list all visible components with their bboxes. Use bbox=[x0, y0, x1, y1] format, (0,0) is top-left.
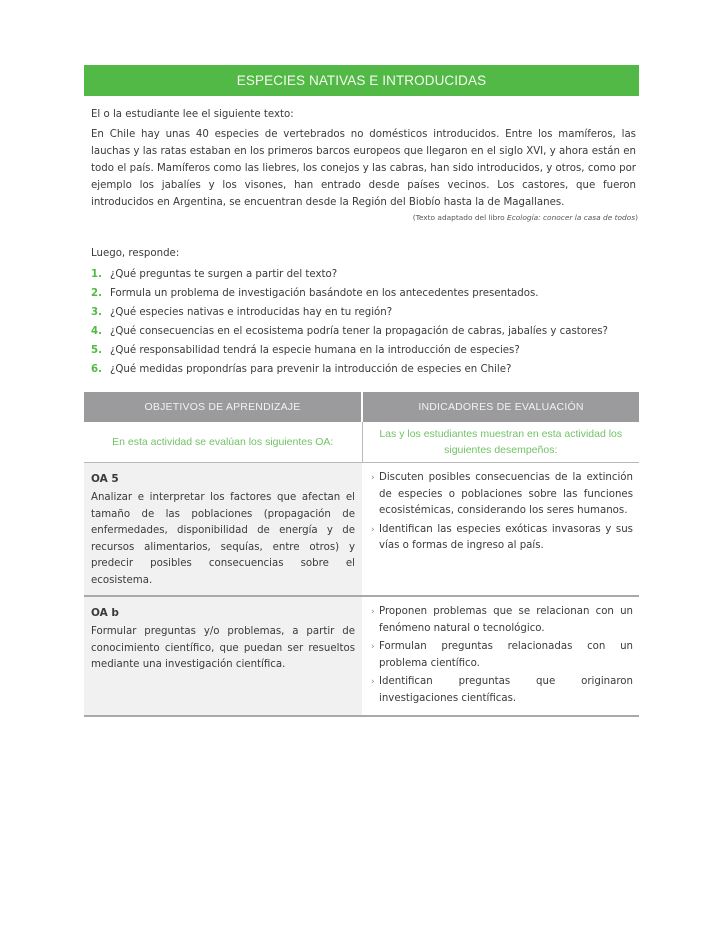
objective-cell bbox=[84, 463, 362, 597]
indicator-text: Identifican preguntas que originaron investigaciones científicas. bbox=[379, 676, 633, 704]
oa-code: OA 5 bbox=[91, 473, 119, 485]
question-number: 5. bbox=[91, 345, 102, 356]
question-item bbox=[91, 284, 639, 303]
question-item bbox=[91, 265, 639, 284]
evaluation-table bbox=[84, 392, 639, 717]
chevron-right-icon: › bbox=[371, 473, 375, 483]
question-item bbox=[91, 341, 639, 360]
passage-source bbox=[84, 213, 639, 222]
indicators-cell bbox=[362, 596, 639, 716]
indicator-text: Formulan preguntas relacionadas con un problema científico. bbox=[379, 641, 633, 669]
question-text: ¿Qué preguntas te surgen a partir del texto? bbox=[110, 269, 338, 280]
table-row bbox=[84, 596, 639, 716]
activity-title: ESPECIES NATIVAS E INTRODUCIDAS bbox=[236, 73, 487, 88]
indicator-item bbox=[371, 522, 633, 555]
source-prefix: (Texto adaptado del libro bbox=[412, 213, 508, 222]
chevron-right-icon: › bbox=[371, 524, 375, 535]
question-text: Formula un problema de investigación basándote en los antecedentes presentados. bbox=[110, 288, 539, 299]
question-number: 2. bbox=[91, 288, 102, 299]
reading-passage: En Chile hay unas 40 especies de vertebrados no domésticos introducidos. Entre los mamíferos, las lauchas y las ratas estaban en los primeros barcos europeos que llegaron en el siglo XVI, y ahora están en todo el país. Mamíferos como las liebres, los conejos y las cabras, han sido introducidos, y otros, como por ejemplo los jabalíes y los visones, han entrado desde países vecinos. Los castores, que fueron introducidos en Argentina, se encuentran desde la Región del Biobío hasta la de Magallanes. bbox=[91, 129, 636, 208]
chevron-right-icon: › bbox=[371, 607, 375, 617]
source-book-title: Ecología: conocer la casa de todos bbox=[507, 213, 636, 222]
activity-title-bar bbox=[84, 65, 639, 96]
header-objectives: OBJETIVOS DE APRENDIZAJE bbox=[84, 392, 362, 422]
subheader-indicators: Las y los estudiantes muestran en esta actividad los siguientes desempeños: bbox=[362, 422, 639, 463]
question-number: 4. bbox=[91, 326, 102, 337]
questions-intro: Luego, responde: bbox=[91, 248, 180, 259]
question-item bbox=[91, 322, 639, 341]
question-text: ¿Qué consecuencias en el ecosistema podría tener la propagación de cabras, jabalíes y castores? bbox=[110, 326, 608, 337]
subheader-objectives: En esta actividad se evalúan los siguientes OA: bbox=[84, 422, 362, 463]
header-indicators: INDICADORES DE EVALUACIÓN bbox=[362, 392, 639, 422]
activity-page bbox=[84, 65, 639, 717]
reading-intro: El o la estudiante lee el siguiente texto: bbox=[91, 109, 294, 120]
objective-cell bbox=[84, 596, 362, 716]
question-text: ¿Qué medidas propondrías para prevenir la introducción de especies en Chile? bbox=[110, 364, 512, 375]
question-text: ¿Qué especies nativas e introducidas hay en tu región? bbox=[110, 307, 393, 318]
question-item bbox=[91, 360, 639, 379]
indicator-item bbox=[371, 470, 633, 520]
indicator-item bbox=[371, 639, 633, 672]
indicator-text: Proponen problemas que se relacionan con un fenómeno natural o tecnológico. bbox=[379, 606, 633, 634]
table-header-row bbox=[84, 392, 639, 422]
chevron-right-icon: › bbox=[371, 642, 375, 652]
indicators-cell bbox=[362, 463, 639, 597]
indicator-text: Discuten posibles consecuencias de la extinción de especies o poblaciones sobre las funciones ecosistémicas, considerando los seres humanos. bbox=[379, 472, 633, 516]
oa-description: Formular preguntas y/o problemas, a partir de conocimiento científico, que puedan ser resueltos mediante una investigación científica. bbox=[91, 626, 355, 670]
question-item bbox=[91, 303, 639, 322]
question-number: 3. bbox=[91, 307, 102, 318]
table-subheader-row bbox=[84, 422, 639, 463]
indicator-item bbox=[371, 674, 633, 707]
question-number: 1. bbox=[91, 269, 102, 280]
source-suffix: ) bbox=[635, 213, 638, 222]
chevron-right-icon: › bbox=[371, 677, 375, 687]
table-row bbox=[84, 463, 639, 597]
question-number: 6. bbox=[91, 364, 102, 375]
oa-code: OA b bbox=[91, 607, 119, 619]
indicator-text: Identifican las especies exóticas invasoras y sus vías o formas de ingreso al país. bbox=[379, 523, 633, 551]
question-text: ¿Qué responsabilidad tendrá la especie humana en la introducción de especies? bbox=[110, 345, 520, 356]
indicator-item bbox=[371, 604, 633, 637]
question-list bbox=[91, 265, 639, 379]
oa-description: Analizar e interpretar los factores que afectan el tamaño de las poblaciones (propagación de enfermedades, disponibilidad de energía y de recursos alimentarios, sequías, entre otros) y predecir posibles consecuencias sobre el ecosistema. bbox=[91, 492, 355, 586]
